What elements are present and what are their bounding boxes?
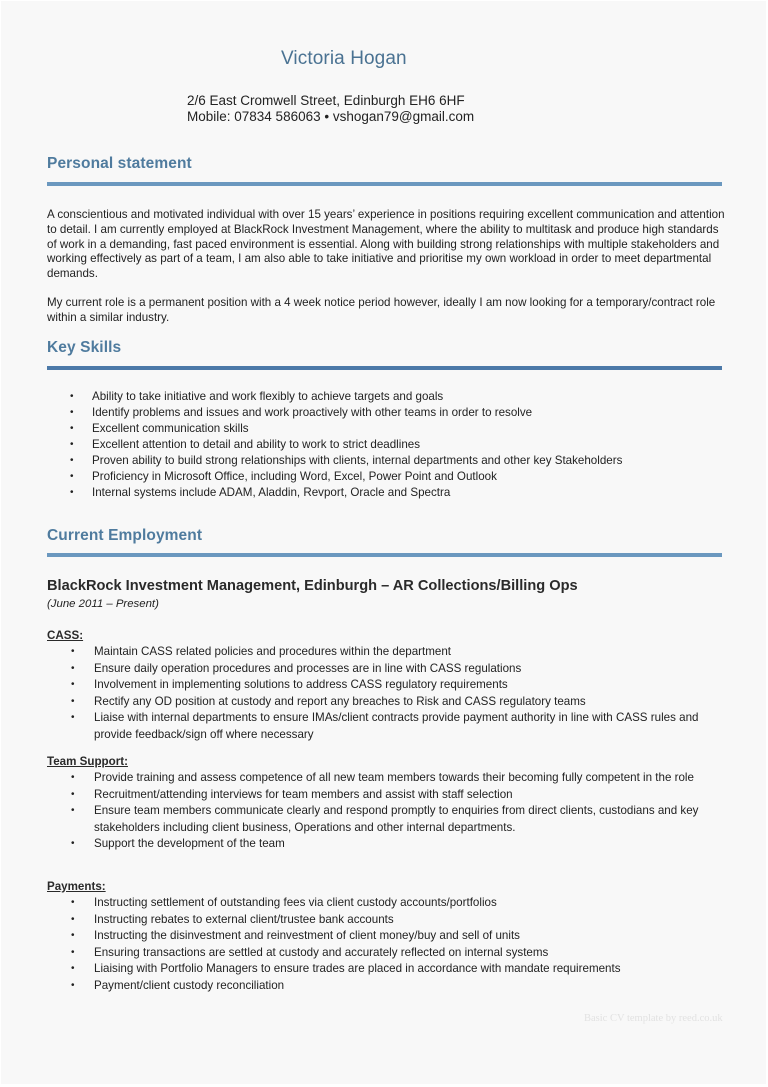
job-dates: (June 2011 – Present): [47, 598, 159, 610]
section-title-current-employment: Current Employment: [47, 527, 203, 544]
bullet-icon: •: [70, 455, 74, 466]
duty-text: Support the development of the team: [94, 837, 285, 851]
duty-text: Ensure team members communicate clearly and respond promptly to enquiries from direct clients, custodians and key stakeholders including client business, Operations and other internal departments.: [94, 804, 699, 834]
section-title-key-skills: Key Skills: [47, 339, 122, 356]
skill-text: Identify problems and issues and work proactively with other teams in order to resolve: [92, 406, 533, 419]
template-watermark: Basic CV template by reed.co.uk: [584, 1013, 723, 1024]
duty-text: Payment/client custody reconciliation: [94, 978, 285, 992]
address: 2/6 East Cromwell Street, Edinburgh EH6 6HF: [187, 93, 465, 108]
section-divider: [47, 366, 722, 370]
skill-item: [47, 421, 727, 437]
section-divider: [47, 182, 722, 186]
skill-text: Proficiency in Microsoft Office, including Word, Excel, Power Point and Outlook: [92, 470, 497, 483]
duty-text: Maintain CASS related policies and procedures within the department: [94, 645, 452, 658]
duty-list-payments: [49, 895, 719, 995]
personal-statement-paragraph-2: My current role is a permanent position with a 4 week notice period however, ideally I am now looking for a temporary/contract role within a similar industry.: [47, 296, 716, 324]
bullet-icon: •: [71, 946, 75, 958]
key-skills-list: [47, 389, 727, 501]
bullet-icon: •: [71, 772, 75, 783]
cv-page: [1, 1, 766, 1084]
contact-block: [187, 93, 474, 125]
personal-statement-paragraph-1: A conscientious and motivated individual with over 15 years’ experience in positions requiring excellent communication and attention to detail. I am currently employed at BlackRock Investment Management, where the ability to multitask and produce high standards of work in a demanding, fast paced environment is essential. Along with building strong relationships with multiple stakeholders and working effectively as part of a team, I am also able to take initiative and prioritise my own workload in order to meet departmental demands.: [47, 208, 725, 281]
duty-list-team-support: [49, 770, 719, 853]
duty-text: Provide training and assess competence of all new team members towards their becoming fully competent in the role: [94, 771, 694, 784]
skill-item: [47, 453, 727, 469]
bullet-icon: •: [70, 487, 74, 498]
duty-text: Liaising with Portfolio Managers to ensure trades are placed in accordance with mandate requirements: [94, 962, 621, 976]
duty-text: Instructing rebates to external client/trustee bank accounts: [94, 912, 394, 926]
duty-list-cass: [49, 644, 719, 744]
bullet-icon: •: [71, 930, 75, 942]
duty-text: Instructing settlement of outstanding fees via client custody accounts/portfolios: [94, 896, 497, 909]
duty-text: Liaise with internal departments to ensure IMAs/client contracts provide payment authority in line with CASS rules and provide feedback/sign off where necessary: [94, 711, 699, 741]
duty-text: Ensure daily operation procedures and processes are in line with CASS regulations: [94, 661, 522, 675]
duty-item: [49, 836, 719, 853]
bullet-icon: •: [71, 712, 75, 724]
candidate-name: Victoria Hogan: [281, 48, 407, 69]
skill-text: Excellent attention to detail and ability to work to strict deadlines: [92, 438, 421, 451]
duty-item: [49, 770, 719, 787]
skill-text: Excellent communication skills: [92, 422, 249, 435]
section-divider: [47, 553, 722, 557]
duty-item: [49, 694, 719, 711]
duty-item: [49, 677, 719, 694]
duty-text: Recruitment/attending interviews for team members and assist with staff selection: [94, 787, 513, 801]
duty-item: [49, 912, 719, 929]
skill-text: Ability to take initiative and work flexibly to achieve targets and goals: [92, 390, 444, 403]
duty-item: [49, 803, 719, 836]
duty-item: [49, 661, 719, 678]
duty-text: Rectify any OD position at custody and report any breaches to Risk and CASS regulatory teams: [94, 694, 586, 708]
skill-item: [47, 485, 727, 501]
duty-item: [49, 945, 719, 962]
duty-item: [49, 895, 719, 912]
bullet-icon: •: [70, 423, 74, 434]
duty-group-heading-cass: CASS:: [47, 629, 84, 642]
job-title: BlackRock Investment Management, Edinburgh – AR Collections/Billing Ops: [47, 578, 578, 594]
skill-text: Proven ability to build strong relationships with clients, internal departments and other key Stakeholders: [92, 454, 623, 467]
skill-item: [47, 437, 727, 453]
duty-group-heading-team-support: Team Support:: [47, 755, 128, 768]
bullet-icon: •: [71, 913, 75, 925]
duty-text: Ensuring transactions are settled at custody and accurately reflected on internal systems: [94, 945, 549, 959]
bullet-icon: •: [71, 679, 75, 691]
bullet-icon: •: [70, 407, 74, 418]
duty-group-heading-payments: Payments:: [47, 880, 106, 893]
duty-item: [49, 710, 719, 743]
bullet-icon: •: [71, 805, 75, 817]
section-title-personal-statement: Personal statement: [47, 155, 192, 172]
bullet-icon: •: [71, 897, 75, 908]
bullet-icon: •: [71, 788, 75, 800]
bullet-icon: •: [71, 662, 75, 674]
duty-item: [49, 644, 719, 661]
duty-text: Instructing the disinvestment and reinvestment of client money/buy and sell of units: [94, 929, 520, 943]
mobile-email-line: Mobile: 07834 586063 • vshogan79@gmail.com: [187, 109, 475, 124]
skill-item: [47, 389, 727, 405]
skill-item: [47, 469, 727, 485]
bullet-icon: •: [71, 695, 75, 707]
bullet-icon: •: [70, 391, 74, 402]
duty-item: [49, 787, 719, 804]
bullet-icon: •: [70, 471, 74, 482]
duty-item: [49, 961, 719, 978]
bullet-icon: •: [70, 439, 74, 450]
bullet-icon: •: [71, 963, 75, 975]
skill-text: Internal systems include ADAM, Aladdin, Revport, Oracle and Spectra: [92, 486, 451, 499]
duty-item: [49, 928, 719, 945]
bullet-icon: •: [71, 646, 75, 657]
bullet-icon: •: [71, 979, 75, 991]
duty-item: [49, 978, 719, 995]
skill-item: [47, 405, 727, 421]
duty-text: Involvement in implementing solutions to address CASS regulatory requirements: [94, 678, 508, 692]
bullet-icon: •: [71, 838, 75, 850]
